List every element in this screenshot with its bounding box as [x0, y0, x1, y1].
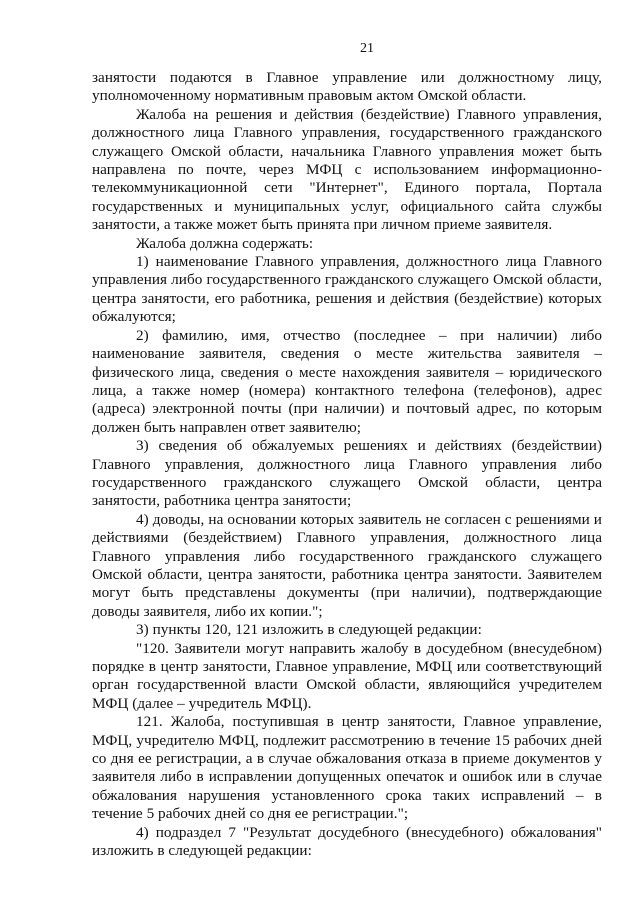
list-item-2: 2) фамилию, имя, отчество (последнее – при наличии) либо наименование заявителя, сведения о месте жительства заявителя – физического лица, сведения о месте нахождения заявителя – юридического лица, а также номер (номера) контактного телефона (телефонов), адрес (адреса) электронной почты (при наличии) и почтовый адрес, по которым должен быть направлен ответ заявителю;	[92, 326, 602, 436]
clause-121: 121. Жалоба, поступившая в центр занятости, Главное управление, МФЦ, учредителю МФЦ, подлежит рассмотрению в течение 15 рабочих дней со дня ее регистрации, а в случае обжалования отказа в приеме документов у заявителя либо в исправлении допущенных опечаток и ошибок или в случае обжалования нарушения установленного срока таких исправлений – в течение 5 рабочих дней со дня ее регистрации.";	[92, 713, 602, 823]
list-item-3: 3) сведения об обжалуемых решениях и действиях (бездействии) Главного управления, должностного лица Главного управления либо государственного гражданского служащего Омской области, центра занятости, работника центра занятости;	[92, 437, 602, 510]
paragraph-continuation: занятости подаются в Главное управление или должностному лицу, уполномоченному нормативным правовым актом Омской области.	[92, 69, 602, 105]
amendment-item-4: 4) подраздел 7 "Результат досудебного (внесудебного) обжалования" изложить в следующей редакции:	[92, 823, 602, 860]
document-body	[92, 69, 602, 860]
page-number: 21	[360, 41, 374, 56]
paragraph-complaint-channels: Жалоба на решения и действия (бездействие) Главного управления, должностного лица Главного управления, государственного гражданского служащего Омской области, начальника Главного управления может быть направлена по почте, через МФЦ с использованием информационно-телекоммуникационной сети "Интернет", Единого портала, Портала государственных и муниципальных услуг, официального сайта службы занятости, а также может быть принята при личном приеме заявителя.	[92, 105, 602, 234]
list-item-1: 1) наименование Главного управления, должностного лица Главного управления либо государственного гражданского служащего Омской области, центра занятости, его работника, решения и действия (бездействие) которых обжалуются;	[92, 253, 602, 326]
paragraph-complaint-contents-intro: Жалоба должна содержать:	[136, 234, 314, 252]
amendment-item-3: 3) пункты 120, 121 изложить в следующей редакции:	[136, 621, 482, 639]
clause-120: "120. Заявители могут направить жалобу в досудебном (внесудебном) порядке в центр занятости, Главное управление, МФЦ или соответствующий орган государственной власти Омской области, являющийся учредителем МФЦ (далее – учредитель МФЦ).	[92, 639, 602, 712]
list-item-4: 4) доводы, на основании которых заявитель не согласен с решениями и действиями (бездействием) Главного управления, должностного лица Главного управления либо государственного гражданского служащего Омской области, центра занятости, работника центра занятости. Заявителем могут быть представлены документы (при наличии), подтверждающие доводы заявителя, либо их копии.";	[92, 510, 602, 620]
